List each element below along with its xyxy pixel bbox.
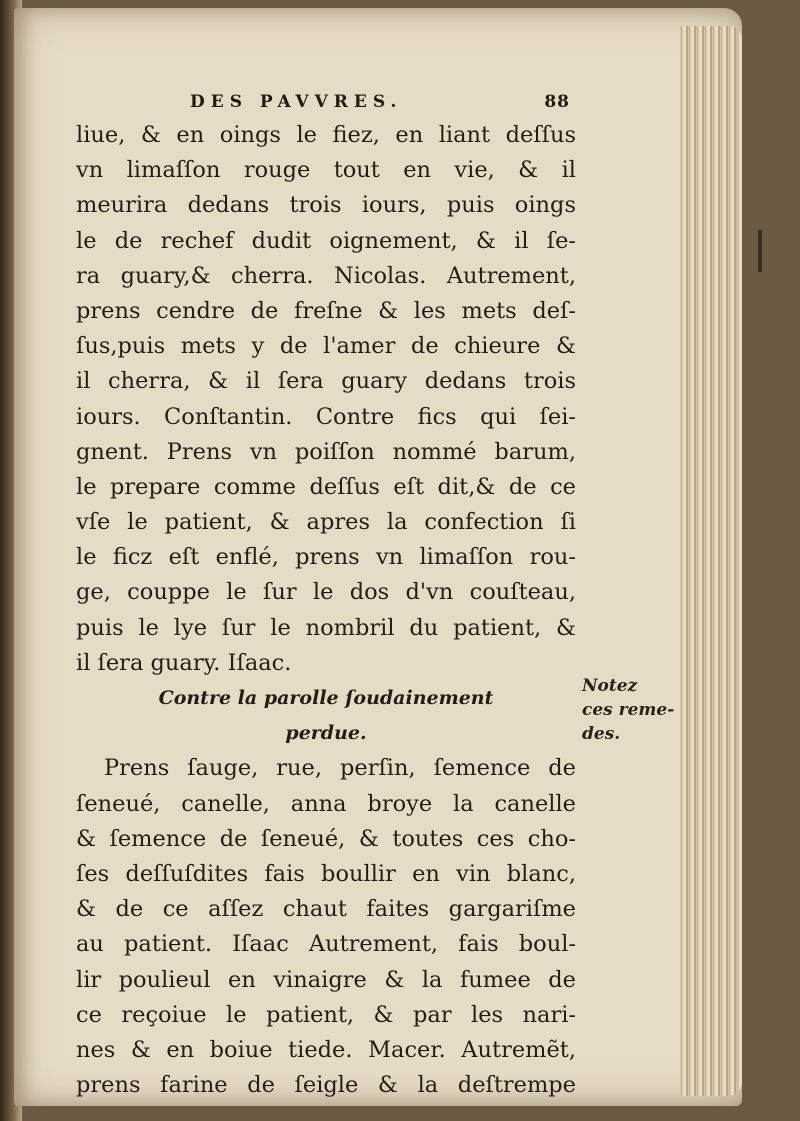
text-line: & ſemence de ſeneué, & toutes ces cho-	[76, 825, 576, 852]
text-line: vn limaſſon rouge tout en vie, & il	[76, 157, 576, 184]
text-line: gnent. Prens vn poiſſon nommé barum,	[76, 438, 576, 465]
page-number: 88	[544, 92, 570, 112]
text-line: ge, couppe le ſur le dos d'vn couſteau,	[76, 579, 576, 606]
text-line: puis le lye ſur le nombril du patient, &	[76, 614, 576, 641]
margin-note-line: Notez	[582, 676, 638, 696]
text-line: lir poulieul en vinaigre & la fumee de	[76, 966, 576, 993]
margin-note-line: ces reme-	[582, 700, 675, 720]
text-line: nes & en boiue tiede. Macer. Autremẽt,	[76, 1036, 576, 1063]
text-line: prens cendre de freſne & les mets deſ-	[76, 297, 576, 324]
text-line: ſes deſſuſdites fais boullir en vin blanc,	[76, 860, 576, 887]
text-line: ſeneué, canelle, anna broye la canelle	[76, 790, 576, 817]
ink-mark	[758, 230, 762, 272]
running-title: DES PAVVRES.	[190, 92, 403, 112]
text-line: Prens ſauge, rue, perſin, ſemence de	[104, 755, 576, 782]
text-line: meurira dedans trois iours, puis oings	[76, 192, 576, 219]
text-line: ra guary,& cherra. Nicolas. Autrement,	[76, 262, 576, 289]
section-heading-continued: perdue.	[285, 722, 367, 745]
text-line: ſus,puis mets y de l'amer de chieure &	[76, 333, 576, 360]
text-line: au patient. Iſaac Autrement, fais boul-	[76, 931, 576, 958]
text-line: iours. Conſtantin. Contre fics qui ſei-	[76, 403, 576, 430]
section-heading: Contre la parolle ſoudainement	[158, 687, 494, 709]
text-line: liue, & en oings le fiez, en liant deſſus	[76, 122, 576, 148]
body-text	[76, 118, 576, 1103]
text-line: il ſera guary. Iſaac.	[76, 649, 292, 676]
margin-note	[582, 674, 692, 746]
text-line: prens farine de ſeigle & la deſtrempe	[76, 1072, 576, 1099]
text-line: & de ce aſſez chaut faites gargariſme	[76, 896, 576, 923]
page-edges	[680, 26, 742, 1096]
text-line: il cherra, & il ſera guary dedans trois	[76, 368, 576, 395]
text-line: vſe le patient, & apres la confection ſi	[76, 509, 576, 536]
text-line: le ficz eſt enflé, prens vn limaſſon rou-	[76, 544, 576, 571]
text-line: ce reçoiue le patient, & par les nari-	[76, 1001, 576, 1028]
margin-note-line: des.	[582, 724, 621, 744]
text-line: le prepare comme deſſus eſt dit,& de ce	[76, 473, 576, 500]
text-line: le de rechef dudit oignement, & il ſe-	[76, 227, 576, 254]
